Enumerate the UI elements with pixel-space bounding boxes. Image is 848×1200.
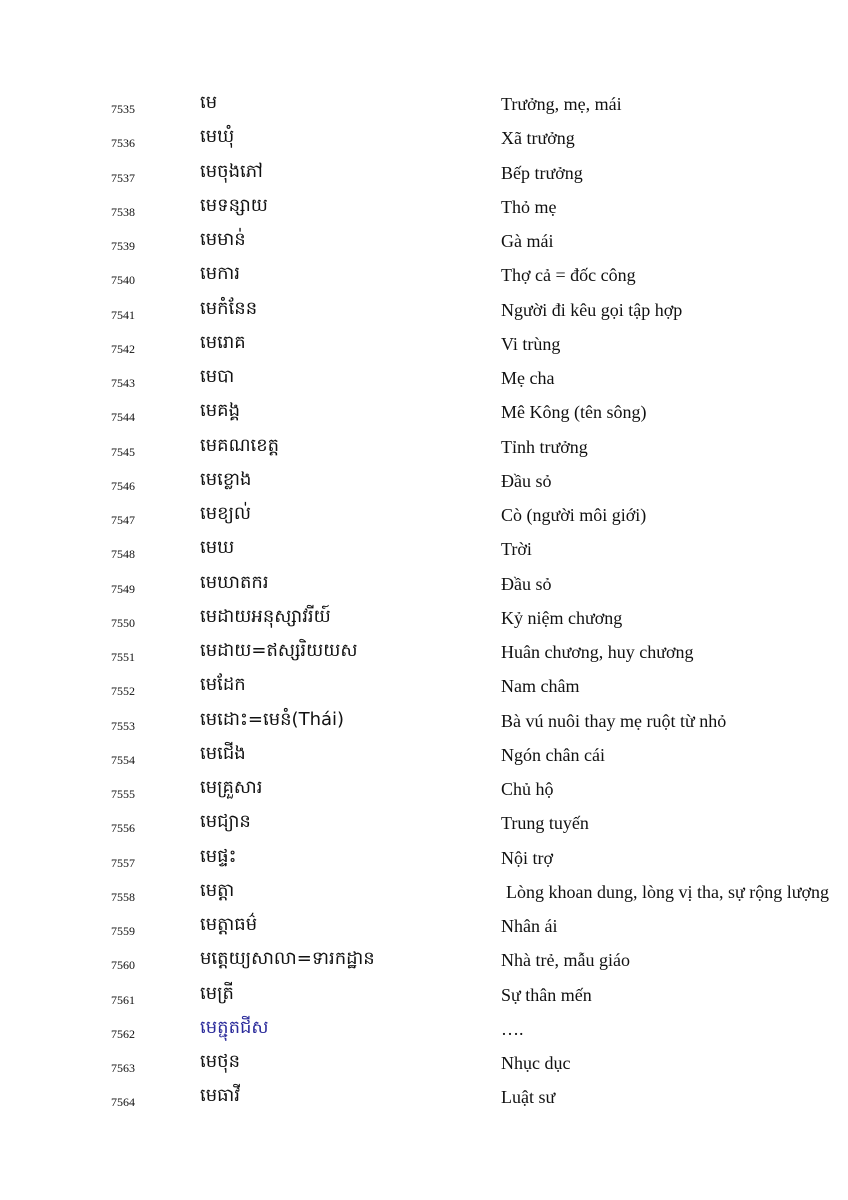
entry-row — [0, 1013, 848, 1047]
entry-khmer-term: មេត្រី — [200, 982, 234, 1004]
entry-row — [0, 670, 848, 704]
entry-row — [0, 1081, 848, 1115]
entry-khmer-term: មេថុន — [200, 1051, 240, 1072]
entry-number: 7543 — [111, 376, 135, 390]
entry-khmer-term: មេធាវី — [200, 1085, 240, 1107]
entry-number: 7564 — [111, 1095, 135, 1110]
entry-row — [0, 294, 848, 328]
entry-row — [0, 636, 848, 670]
entry-vietnamese-meaning: Bà vú nuôi thay mẹ ruột từ nhỏ — [501, 710, 727, 731]
entry-vietnamese-meaning: Xã trưởng — [501, 128, 575, 149]
entry-khmer-term: មេបា — [200, 366, 235, 387]
entry-list — [0, 88, 848, 1116]
entry-khmer-term: មេការ — [200, 263, 240, 285]
entry-row — [0, 979, 848, 1013]
entry-vietnamese-meaning: Nội trợ — [501, 847, 554, 868]
entry-row — [0, 499, 848, 533]
entry-vietnamese-meaning: Thợ cả = đốc công — [501, 265, 636, 286]
entry-row — [0, 465, 848, 499]
entry-vietnamese-meaning: Chủ hộ — [501, 779, 554, 799]
entry-number: 7558 — [111, 889, 135, 904]
entry-vietnamese-meaning: Sự thân mến — [501, 984, 592, 1005]
entry-row — [0, 157, 848, 191]
entry-number: 7539 — [111, 239, 135, 253]
entry-number: 7541 — [111, 307, 135, 322]
entry-khmer-term: មេរោគ — [200, 331, 246, 353]
entry-khmer-term: មេដែក — [200, 674, 246, 696]
entry-vietnamese-meaning: Trời — [501, 539, 532, 560]
entry-khmer-term: មេទន្សាយ — [200, 194, 268, 216]
entry-row — [0, 705, 848, 739]
entry-vietnamese-meaning: …. — [501, 1018, 524, 1039]
entry-number: 7548 — [111, 547, 135, 562]
entry-vietnamese-meaning: Trưởng, mẹ, mái — [501, 94, 622, 114]
entry-number: 7550 — [111, 615, 135, 630]
entry-khmer-term: មេ — [200, 92, 218, 113]
entry-khmer-term: មេឃ — [200, 537, 235, 559]
entry-khmer-term: មេជើង — [200, 742, 246, 764]
entry-number: 7538 — [111, 204, 135, 219]
entry-row — [0, 362, 848, 396]
entry-vietnamese-meaning: Nhà trẻ, mẫu giáo — [501, 950, 630, 971]
entry-khmer-term: មេខ្លោង — [200, 468, 252, 490]
entry-number: 7536 — [111, 136, 135, 151]
entry-khmer-term: មេឃុំ — [200, 126, 235, 148]
entry-number: 7547 — [111, 513, 135, 527]
entry-row — [0, 773, 848, 807]
entry-vietnamese-meaning: Gà mái — [501, 231, 554, 251]
entry-row — [0, 396, 848, 430]
entry-vietnamese-meaning: Kỷ niệm chương — [501, 607, 623, 628]
entry-khmer-term: មេត្ជុតជីស — [200, 1016, 269, 1038]
entry-row — [0, 328, 848, 362]
entry-vietnamese-meaning: Thỏ mẹ — [501, 196, 557, 217]
entry-khmer-term: មេមាន់ — [200, 229, 246, 250]
entry-khmer-term: មេចុងភៅ — [200, 160, 263, 182]
entry-row — [0, 191, 848, 225]
entry-vietnamese-meaning: Lòng khoan dung, lòng vị tha, sự rộng lượng — [506, 881, 830, 902]
entry-khmer-term: មេគណខេត្ត — [200, 434, 280, 456]
entry-vietnamese-meaning: Cò (người môi giới) — [501, 505, 647, 525]
entry-number: 7556 — [111, 821, 135, 836]
entry-vietnamese-meaning: Nhân ái — [501, 916, 558, 936]
entry-vietnamese-meaning: Đầu sỏ — [501, 573, 552, 594]
entry-row — [0, 568, 848, 602]
entry-row — [0, 259, 848, 293]
entry-row — [0, 431, 848, 465]
entry-vietnamese-meaning: Ngón chân cái — [501, 744, 605, 765]
entry-khmer-term: មេត្តា — [200, 879, 235, 901]
entry-number: 7562 — [111, 1026, 135, 1041]
entry-number: 7563 — [111, 1061, 135, 1075]
entry-number: 7559 — [111, 924, 135, 938]
entry-vietnamese-meaning: Người đi kêu gọi tập hợp — [501, 299, 683, 320]
entry-number: 7544 — [111, 410, 135, 425]
entry-number: 7552 — [111, 684, 135, 699]
entry-row — [0, 876, 848, 910]
entry-row — [0, 910, 848, 944]
entry-khmer-term: មេខ្យល់ — [200, 503, 252, 524]
entry-vietnamese-meaning: Vi trùng — [501, 333, 561, 354]
entry-khmer-term: មេកំនែន — [200, 297, 258, 319]
entry-number: 7549 — [111, 581, 135, 596]
entry-vietnamese-meaning: Bếp trưởng — [501, 162, 583, 183]
entry-number: 7537 — [111, 170, 135, 185]
entry-khmer-term: មេដាយ=ឥស្សរិយយស — [200, 640, 358, 661]
entry-number: 7551 — [111, 650, 135, 664]
entry-row — [0, 739, 848, 773]
entry-row — [0, 1047, 848, 1081]
entry-row — [0, 842, 848, 876]
entry-row — [0, 944, 848, 978]
entry-khmer-term: មត្តេយ្យសាលា=ទារកដ្ឋាន — [200, 948, 375, 970]
entry-number: 7561 — [111, 992, 135, 1007]
entry-row — [0, 602, 848, 636]
entry-row — [0, 88, 848, 122]
entry-khmer-term: មេផ្ទះ — [200, 845, 237, 867]
entry-khmer-term: មេឃាតករ — [200, 571, 269, 593]
entry-number: 7555 — [111, 787, 135, 801]
entry-vietnamese-meaning: Nam châm — [501, 676, 580, 697]
entry-number: 7546 — [111, 478, 135, 493]
entry-row — [0, 533, 848, 567]
entry-number: 7542 — [111, 341, 135, 356]
entry-row — [0, 122, 848, 156]
entry-vietnamese-meaning: Trung tuyến — [501, 813, 589, 834]
entry-vietnamese-meaning: Đầu sỏ — [501, 470, 552, 491]
entry-khmer-term: មេដាយអនុស្សាវរីយ៍ — [200, 605, 331, 627]
entry-khmer-term: មេជ្យាន — [200, 811, 251, 833]
entry-vietnamese-meaning: Tỉnh trưởng — [501, 436, 588, 457]
entry-khmer-term: មេគ្រួសារ — [200, 777, 263, 798]
entry-vietnamese-meaning: Luật sư — [501, 1087, 556, 1108]
entry-row — [0, 807, 848, 841]
entry-number: 7545 — [111, 444, 135, 459]
entry-vietnamese-meaning: Huân chương, huy chương — [501, 642, 694, 662]
entry-number: 7540 — [111, 273, 135, 288]
entry-khmer-term: មេគង្គ — [200, 400, 240, 422]
entry-number: 7560 — [111, 958, 135, 973]
entry-vietnamese-meaning: Mẹ cha — [501, 368, 555, 388]
entry-vietnamese-meaning: Nhục dục — [501, 1053, 571, 1073]
entry-vietnamese-meaning: Mê Kông (tên sông) — [501, 402, 647, 423]
entry-khmer-term: មេត្តាធម៌ — [200, 914, 258, 935]
entry-number: 7557 — [111, 855, 135, 870]
entry-row — [0, 225, 848, 259]
entry-number: 7553 — [111, 718, 135, 733]
entry-khmer-term: មេដោះ=មេនំ(Thái) — [200, 708, 345, 730]
entry-number: 7554 — [111, 752, 135, 767]
entry-number: 7535 — [111, 102, 135, 116]
